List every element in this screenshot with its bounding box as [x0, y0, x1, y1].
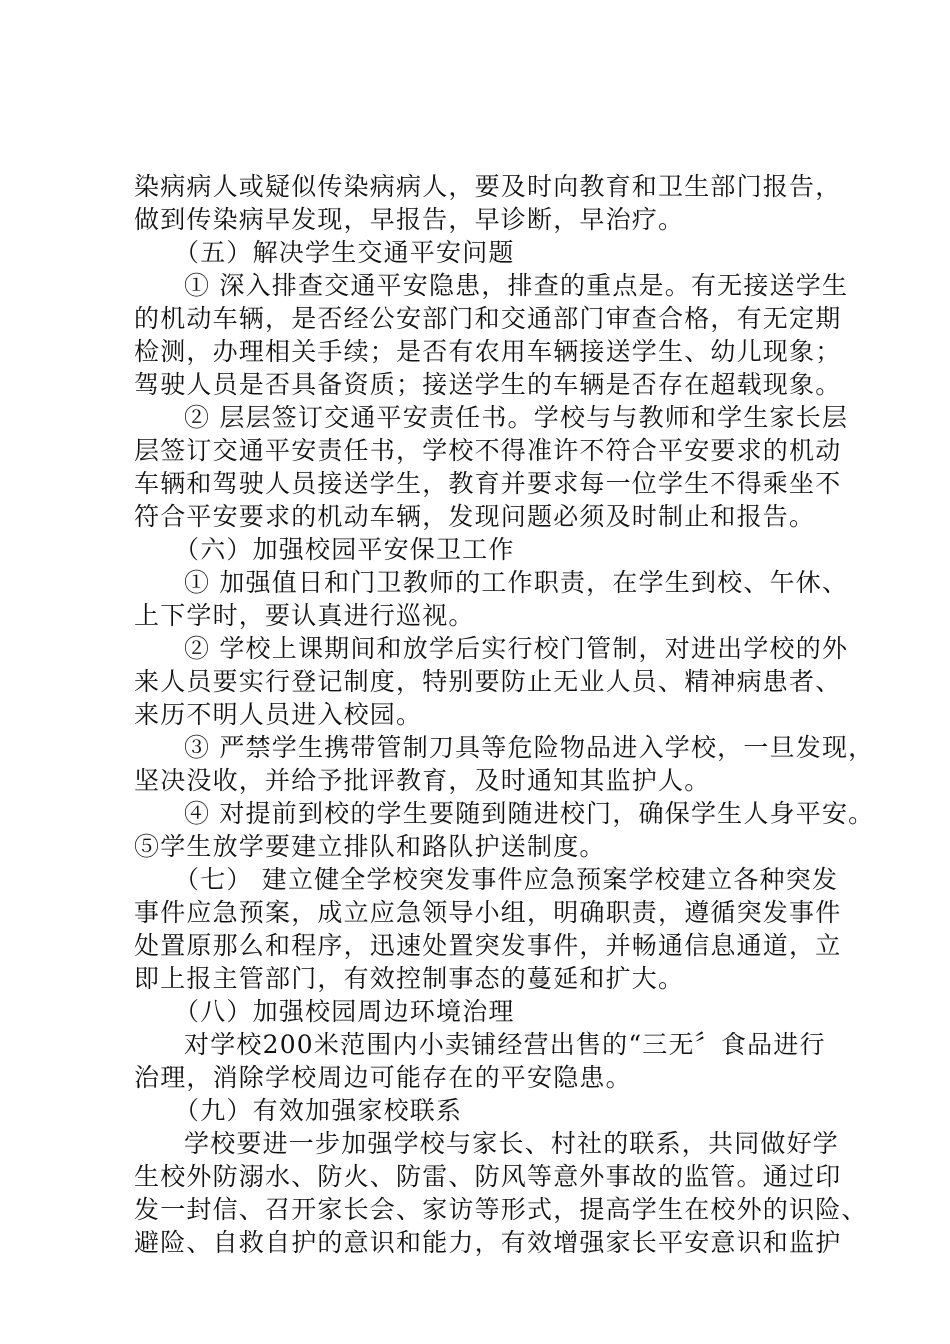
paragraph-line: ④ 对提前到校的学生要随到随进校门，确保学生人身平安。 — [184, 799, 875, 828]
paragraph-line: 发一封信、召开家长会、家访等形式，提高学生在校外的识险、 — [134, 1195, 868, 1224]
paragraph-line: ① 深入排查交通平安隐患，排查的重点是。有无接送学生 — [184, 271, 849, 300]
paragraph-line: 治理，消除学校周边可能存在的平安隐患。 — [134, 1063, 632, 1092]
section-heading: （七） 建立健全学校突发事件应急预案学校建立各种突发 — [174, 865, 839, 894]
paragraph-line: 上下学时，要认真进行巡视。 — [134, 601, 475, 630]
paragraph-line: 层签订交通平安责任书，学校不得准许不符合平安要求的机动 — [134, 436, 842, 465]
paragraph-line: ② 学校上课期间和放学后实行校门管制，对进出学校的外 — [184, 634, 849, 663]
paragraph-line: 来历不明人员进入校园。 — [134, 700, 423, 729]
paragraph-line: 车辆和驾驶人员接送学生，教育并要求每一位学生不得乘坐不 — [134, 469, 842, 498]
section-heading: （六）加强校园平安保卫工作 — [174, 535, 515, 564]
paragraph-line: 符合平安要求的机动车辆，发现问题必须及时制止和报告。 — [134, 502, 816, 531]
paragraph-line: ② 层层签订交通平安责任书。学校与与教师和学生家长层 — [184, 403, 849, 432]
paragraph-line: 生校外防溺水、防火、防雷、防风等意外事故的监管。通过印 — [134, 1162, 842, 1191]
section-heading: （五）解决学生交通平安问题 — [174, 238, 515, 267]
section-heading: （八）加强校园周边环境治理 — [174, 997, 515, 1026]
paragraph-line: 做到传染病早发现，早报告，早诊断，早治疗。 — [134, 205, 685, 234]
paragraph-line: 避险、自救自护的意识和能力，有效增强家长平安意识和监护 — [134, 1228, 842, 1257]
paragraph-line: 即上报主管部门，有效控制事态的蔓延和扩大。 — [134, 964, 685, 993]
document-body — [134, 170, 875, 1259]
paragraph-line: 处置原那么和程序，迅速处置突发事件，并畅通信息通道，立 — [134, 931, 842, 960]
paragraph-line: 驾驶人员是否具备资质；接送学生的车辆是否存在超载现象。 — [134, 370, 842, 399]
paragraph-line: ③ 严禁学生携带管制刀具等危险物品进入学校，一旦发现， — [184, 733, 875, 762]
paragraph-line: 的机动车辆，是否经公安部门和交通部门审查合格，有无定期 — [134, 304, 842, 333]
paragraph-line: ① 加强值日和门卫教师的工作职责，在学生到校、午休、 — [184, 568, 849, 597]
paragraph-line: 坚决没收，并给予批评教育，及时通知其监护人。 — [134, 766, 711, 795]
paragraph-line: 对学校200米范围内小卖铺经营出售的“三无〞食品进行 — [184, 1030, 826, 1059]
paragraph-line: 事件应急预案，成立应急领导小组，明确职责，遵循突发事件 — [134, 898, 842, 927]
section-heading: （九）有效加强家校联系 — [174, 1096, 463, 1125]
paragraph-line: 染病病人或疑似传染病病人，要及时向教育和卫生部门报告， — [134, 172, 842, 201]
paragraph-line: 学校要进一步加强学校与家长、村社的联系，共同做好学 — [184, 1129, 840, 1158]
paragraph-line: ⑤学生放学要建立排队和路队护送制度。 — [134, 832, 606, 861]
paragraph-line: 来人员要实行登记制度，特别要防止无业人员、精神病患者、 — [134, 667, 842, 696]
paragraph-line: 检测，办理相关手续；是否有农用车辆接送学生、幼儿现象； — [134, 337, 842, 366]
